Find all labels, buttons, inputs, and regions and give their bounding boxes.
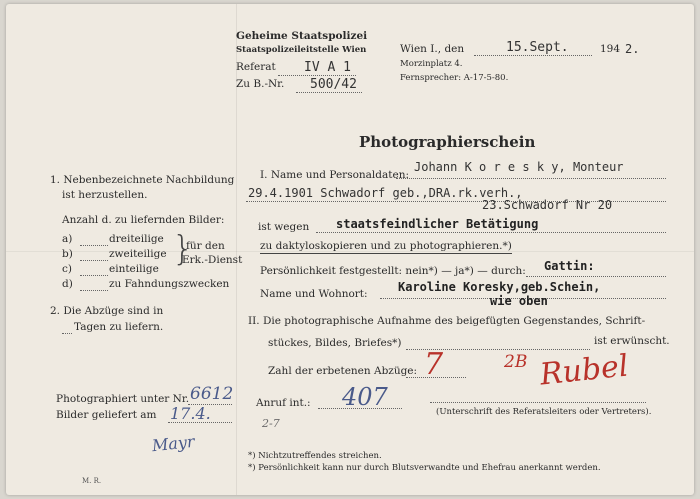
call-label: Anruf int.: (256, 397, 311, 409)
referat-label: Referat (236, 61, 276, 73)
name-dotline (396, 178, 666, 179)
delivered-label: Bilder geliefert am (56, 409, 157, 421)
reason-dotline (316, 232, 666, 233)
file-number-value: 500/42 (310, 77, 357, 92)
name-value: Johann K o r e s k y, Monteur (414, 160, 624, 174)
option-b-dotline (80, 260, 108, 261)
copies-label: Zahl der erbetenen Abzüge: (268, 365, 418, 377)
residence-value-2: wie oben (490, 294, 548, 308)
option-a-dotline (80, 245, 108, 246)
office-name: Staatspolizeileitstelle Wien (236, 45, 367, 55)
reason-value: staatsfeindlicher Betätigung (336, 217, 539, 231)
pencil-note: 2-7 (262, 417, 280, 430)
option-a-label: dreiteilige (109, 233, 164, 245)
reason-label: ist wegen (258, 221, 310, 233)
brace-line1: für den (186, 240, 225, 252)
item2-line1: II. Die photographische Aufnahme des beigefügten Gegenstandes, Schrift- (248, 315, 646, 327)
option-c-label: einteilige (109, 263, 159, 275)
item2-line2: stückes, Bildes, Briefes*) (268, 337, 402, 349)
option-c-dotline (80, 275, 108, 276)
year-prefix: 194 (600, 43, 621, 55)
left-item2-line2: Tagen zu liefern. (74, 321, 164, 333)
left-item1-line1: 1. Nebenbezeichnete Nachbildung (50, 174, 235, 186)
file-number-label: Zu B.-Nr. (236, 78, 285, 90)
referat-value: IV A 1 (304, 60, 351, 75)
option-d-dotline (80, 290, 108, 291)
option-d-label: zu Fahndungszwecken (109, 278, 230, 290)
identity-dotline (526, 276, 666, 277)
brace-glyph: } (172, 229, 194, 269)
date-value: 15.Sept. (506, 40, 569, 55)
count-label: Anzahl d. zu liefernden Bilder: (62, 214, 225, 226)
delivered-date: 17.4. (170, 404, 211, 423)
footnote-1: *) Nichtzutreffendes streichen. (248, 451, 382, 461)
call-dotline (318, 408, 402, 409)
left-item2-line1: 2. Die Abzüge sind in (50, 305, 164, 317)
form-title: Photographierschein (359, 133, 536, 151)
brace-line2: Erk.-Dienst (182, 254, 243, 266)
footer-mark: M. R. (82, 477, 102, 485)
year-value: 2. (625, 42, 640, 56)
days-dotline (62, 333, 72, 334)
option-b-label: zweiteilige (109, 248, 167, 260)
footnote-2: *) Persönlichkeit kann nur durch Blutsverwandte und Ehefrau anerkannt werden. (248, 463, 601, 473)
item1-label: I. Name und Personaldaten: (260, 169, 409, 181)
identity-value: Gattin: (544, 259, 595, 273)
option-b-letter: b) (62, 248, 73, 260)
form-sheet (6, 4, 694, 495)
file-number-dotline (296, 92, 362, 93)
option-c-letter: c) (62, 263, 72, 275)
identity-label: Persönlichkeit festgestellt: nein*) — ja*) — durch: (260, 265, 526, 277)
birth-value: 29.4.1901 Schwadorf geb.,DRA.rk.verh., (248, 186, 523, 200)
item2-end: ist erwünscht. (594, 335, 670, 347)
photographed-label: Photographiert unter Nr. (56, 393, 190, 405)
address-value: 23.Schwadorf Nr 20 (482, 198, 613, 212)
copies-value: 7 (424, 347, 444, 382)
office-address: Morzinplatz 4. (400, 59, 463, 69)
referat-dotline (278, 75, 356, 76)
call-value: 407 (342, 383, 388, 411)
photo-instruction: zu daktyloskopieren und zu photographieren.*) (260, 240, 512, 252)
photographed-number: 6612 (190, 384, 234, 404)
authority-name: Geheime Staatspolizei (236, 30, 368, 42)
delivered-signature: Mayr (151, 431, 196, 456)
residence-value-1: Karoline Koresky,geb.Schein, (398, 280, 601, 294)
approval-signature: Rubel (538, 348, 631, 393)
delivered-dotline (168, 422, 232, 423)
left-item1-line2: ist herzustellen. (62, 189, 148, 201)
signature-dotline (430, 402, 646, 403)
handwritten-code: 2B (504, 352, 528, 372)
place-label: Wien I., den (400, 43, 465, 55)
option-d-letter: d) (62, 278, 73, 290)
option-a-letter: a) (62, 233, 73, 245)
copies-dotline (406, 377, 466, 378)
date-dotline (474, 55, 592, 56)
residence-label: Name und Wohnort: (260, 288, 368, 300)
signature-caption: (Unterschrift des Referatsleiters oder Vertreters). (436, 407, 652, 417)
office-phone: Fernsprecher: A-17-5-80. (400, 73, 509, 83)
